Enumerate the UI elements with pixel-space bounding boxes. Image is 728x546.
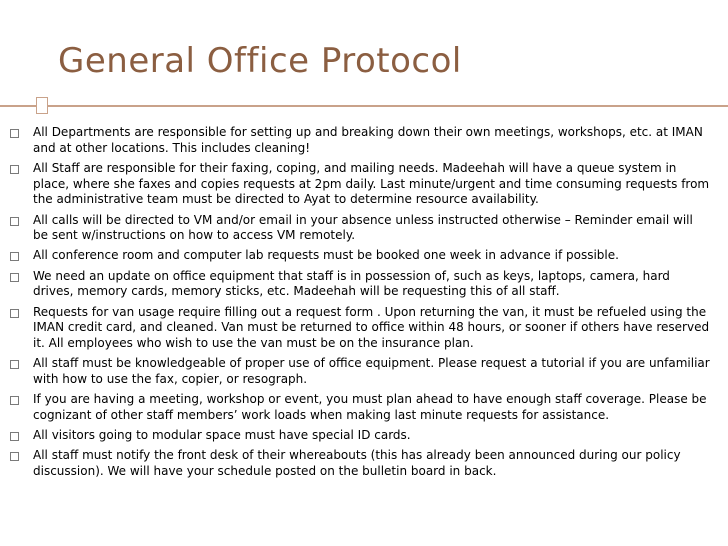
title-divider-left xyxy=(0,105,36,107)
hollow-square-bullet-icon xyxy=(10,432,19,441)
bullet-text: All visitors going to modular space must have special ID cards. xyxy=(33,427,411,442)
hollow-square-bullet-icon xyxy=(10,165,19,174)
bullet-list xyxy=(10,125,710,484)
bullet-item xyxy=(10,248,710,264)
bullet-text: We need an update on office equipment that staff is in possession of, such as keys, laptops, camera, hard drives, memory cards, memory sticks, etc. Madeehah will be requesting this of all staff. xyxy=(33,268,670,299)
bullet-item xyxy=(10,161,710,208)
title-divider-right xyxy=(48,105,728,107)
square-rule-marker-icon xyxy=(36,97,48,114)
bullet-item xyxy=(10,428,710,444)
bullet-item xyxy=(10,213,710,244)
bullet-text: All Departments are responsible for setting up and breaking down their own meetings, workshops, etc. at IMAN and at other locations. This includes cleaning! xyxy=(33,125,703,155)
bullet-text: All staff must be knowledgeable of proper use of office equipment. Please request a tutorial if you are unfamiliar with how to use the fax, copier, or resograph. xyxy=(33,356,710,386)
hollow-square-bullet-icon xyxy=(10,309,19,318)
bullet-item xyxy=(10,392,710,423)
hollow-square-bullet-icon xyxy=(10,129,19,138)
bullet-text: All calls will be directed to VM and/or email in your absence unless instructed otherwise – Reminder email will be sent w/instructions on how to access VM remotely. xyxy=(33,212,693,243)
bullet-item xyxy=(10,305,710,352)
slide-title: General Office Protocol xyxy=(58,41,462,81)
bullet-text: All conference room and computer lab requests must be booked one week in advance if possible. xyxy=(33,248,619,263)
hollow-square-bullet-icon xyxy=(10,360,19,369)
bullet-item xyxy=(10,269,710,300)
bullet-text: If you are having a meeting, workshop or event, you must plan ahead to have enough staff coverage. Please be cognizant of other staff members’ work loads when making last minute requests for assistance. xyxy=(33,392,707,422)
hollow-square-bullet-icon xyxy=(10,273,19,282)
bullet-item xyxy=(10,448,710,479)
hollow-square-bullet-icon xyxy=(10,396,19,405)
bullet-item xyxy=(10,125,710,156)
hollow-square-bullet-icon xyxy=(10,217,19,226)
bullet-item xyxy=(10,356,710,387)
bullet-text: Requests for van usage require filling out a request form . Upon returning the van, it must be refueled using the IMAN credit card, and cleaned. Van must be returned to office within 48 hours, or sooner if others have reserved it. All employees who wish to use the van must be on the insurance plan. xyxy=(33,304,710,350)
bullet-text: All Staff are responsible for their faxing, coping, and mailing needs. Madeehah will have a queue system in place, where she faxes and copies requests at 2pm daily. Last minute/urgent and time consuming requests from the administrative team must be directed to Ayat to determine resource availability. xyxy=(33,160,710,207)
hollow-square-bullet-icon xyxy=(10,252,19,261)
bullet-text: All staff must notify the front desk of their whereabouts (this has already been announced during our policy discussion). We will have your schedule posted on the bulletin board in back. xyxy=(33,448,681,478)
hollow-square-bullet-icon xyxy=(10,452,19,461)
